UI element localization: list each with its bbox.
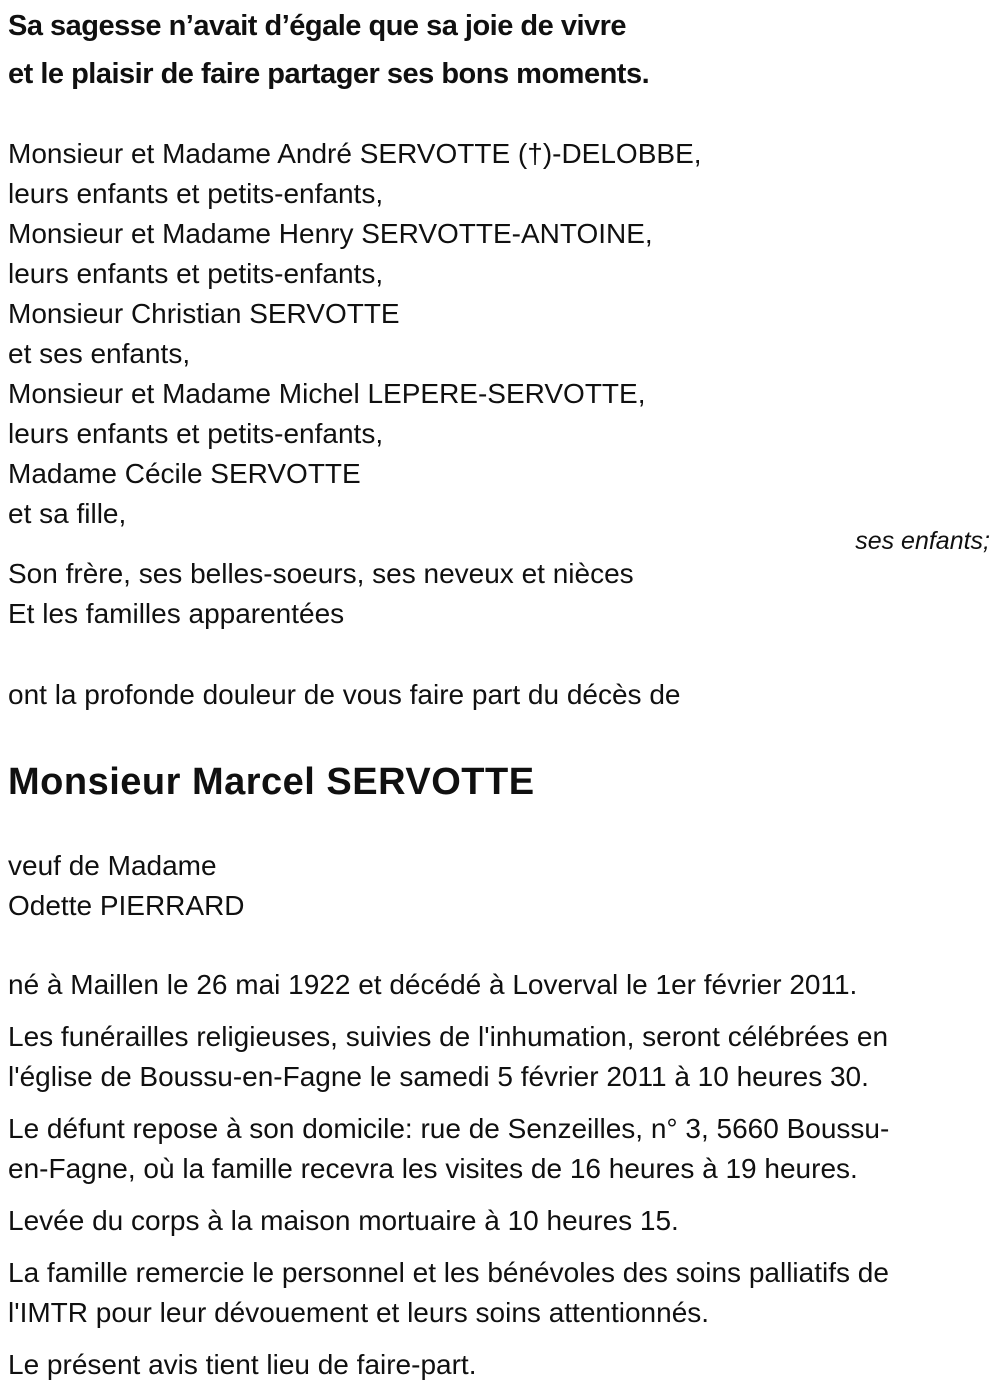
detail-paragraph bbox=[8, 1345, 1000, 1385]
detail-line: en-Fagne, où la famille recevra les visites de 16 heures à 19 heures. bbox=[8, 1153, 858, 1184]
widower-line: Odette PIERRARD bbox=[8, 890, 245, 921]
deceased-name: Monsieur Marcel SERVOTTE bbox=[8, 761, 535, 803]
family-line: leurs enfants et petits-enfants, bbox=[8, 258, 384, 289]
detail-line: né à Maillen le 26 mai 1922 et décédé à Loverval le 1er février 2011. bbox=[8, 969, 858, 1000]
family-line: leurs enfants et petits-enfants, bbox=[8, 418, 384, 449]
family-line: Monsieur et Madame Henry SERVOTTE-ANTOINE, bbox=[8, 218, 653, 249]
family-list-extended bbox=[8, 554, 1000, 634]
family-line: Monsieur Christian SERVOTTE bbox=[8, 298, 400, 329]
family-line: Son frère, ses belles-soeurs, ses neveux et nièces bbox=[8, 558, 634, 589]
funeral-details bbox=[8, 965, 1000, 1385]
children-note: ses enfants; bbox=[855, 527, 990, 555]
opening-quote bbox=[8, 2, 1000, 98]
detail-paragraph bbox=[8, 1201, 1000, 1241]
detail-line: l'église de Boussu-en-Fagne le samedi 5 février 2011 à 10 heures 30. bbox=[8, 1061, 869, 1092]
opening-quote-line: Sa sagesse n’avait d’égale que sa joie de vivre bbox=[8, 10, 627, 42]
family-line: Madame Cécile SERVOTTE bbox=[8, 458, 361, 489]
detail-paragraph bbox=[8, 965, 1000, 1005]
detail-line: Le présent avis tient lieu de faire-part. bbox=[8, 1349, 477, 1380]
family-line: et sa fille, bbox=[8, 498, 127, 529]
detail-line: Le défunt repose à son domicile: rue de Senzeilles, n° 3, 5660 Boussu- bbox=[8, 1113, 890, 1144]
detail-line: La famille remercie le personnel et les bénévoles des soins palliatifs de bbox=[8, 1257, 889, 1288]
announcement-line: ont la profonde douleur de vous faire part du décès de bbox=[8, 679, 681, 710]
widower-line: veuf de Madame bbox=[8, 850, 217, 881]
family-line: Et les familles apparentées bbox=[8, 598, 345, 629]
family-line: leurs enfants et petits-enfants, bbox=[8, 178, 384, 209]
detail-line: l'IMTR pour leur dévouement et leurs soins attentionnés. bbox=[8, 1297, 710, 1328]
family-line: et ses enfants, bbox=[8, 338, 191, 369]
family-line: Monsieur et Madame Michel LEPERE-SERVOTTE, bbox=[8, 378, 646, 409]
detail-paragraph bbox=[8, 1109, 1000, 1189]
detail-paragraph bbox=[8, 1253, 1000, 1333]
family-list bbox=[8, 134, 1000, 534]
opening-quote-line: et le plaisir de faire partager ses bons moments. bbox=[8, 58, 650, 90]
detail-line: Les funérailles religieuses, suivies de l'inhumation, seront célébrées en bbox=[8, 1021, 889, 1052]
family-line: Monsieur et Madame André SERVOTTE (†)-DELOBBE, bbox=[8, 138, 702, 169]
detail-paragraph bbox=[8, 1017, 1000, 1097]
detail-line: Levée du corps à la maison mortuaire à 10 heures 15. bbox=[8, 1205, 679, 1236]
widower-block bbox=[8, 846, 1000, 926]
